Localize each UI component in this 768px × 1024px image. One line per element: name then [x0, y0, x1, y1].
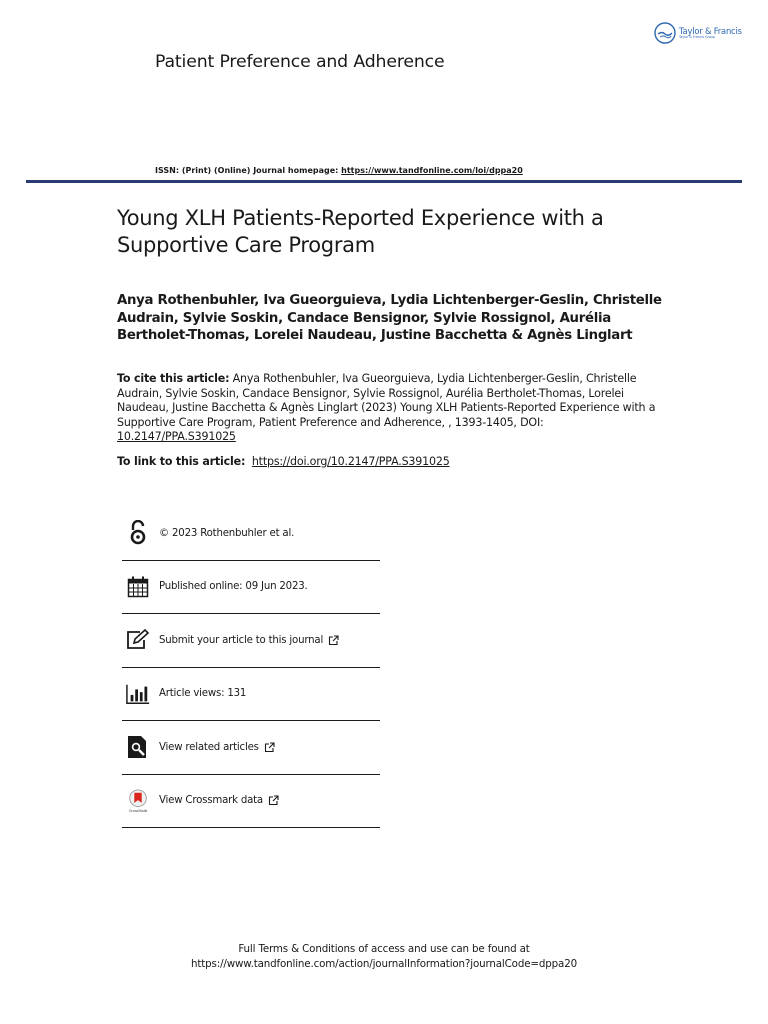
publisher-logo — [654, 22, 742, 44]
external-link-icon — [264, 742, 275, 753]
info-row-published — [122, 561, 380, 615]
article-doi-url[interactable]: https://doi.org/10.2147/PPA.S391025 — [251, 455, 450, 468]
info-row-copyright — [122, 507, 380, 561]
related-articles-link[interactable] — [159, 742, 275, 753]
crossmark-icon — [126, 788, 150, 814]
copyright-text: © 2023 Rothenbuhler et al. — [159, 527, 295, 539]
citation-label: To cite this article: — [117, 372, 230, 385]
issn-line — [155, 166, 523, 175]
info-row-crossmark[interactable] — [122, 775, 380, 829]
calendar-icon — [126, 574, 150, 600]
related-search-icon — [126, 734, 150, 760]
footer-terms-url[interactable]: https://www.tandfonline.com/action/journalInformation?journalCode=dppa20 — [191, 957, 577, 970]
article-authors: Anya Rothenbuhler, Iva Gueorguieva, Lydia Lichtenberger-Geslin, Christelle Audrain, Sylvie Soskin, Candace Bensignor, Sylvie Rossignol, Aurélia Bertholet-Thomas, Lorelei Naudeau, Justine Bacchetta & Agnès Linglart — [117, 293, 662, 343]
info-row-views — [122, 668, 380, 722]
publisher-logo-icon — [654, 22, 676, 44]
info-row-related[interactable] — [122, 721, 380, 775]
citation-doi-link[interactable]: 10.2147/PPA.S391025 — [117, 430, 236, 444]
crossmark-label[interactable]: View Crossmark data — [159, 795, 263, 807]
submit-article-label[interactable]: Submit your article to this journal — [159, 634, 324, 646]
related-articles-label[interactable]: View related articles — [159, 741, 259, 753]
header-divider — [26, 180, 742, 183]
article-info-list — [122, 507, 380, 828]
external-link-icon — [268, 795, 279, 806]
issn-text: ISSN: (Print) (Online) Journal homepage: — [155, 166, 339, 175]
published-date-text: Published online: 09 Jun 2023. — [159, 581, 308, 593]
article-title: Young XLH Patients-Reported Experience with a Supportive Care Program — [117, 206, 604, 257]
citation-block — [117, 372, 657, 445]
edit-icon — [126, 627, 150, 653]
footer-terms-line: Full Terms & Conditions of access and use can be found at — [238, 943, 530, 955]
article-link-label: To link to this article: — [117, 455, 246, 468]
crossmark-badge-text: CrossMark — [128, 808, 148, 813]
info-row-submit[interactable] — [122, 614, 380, 668]
article-views-text: Article views: 131 — [159, 688, 247, 700]
footer-terms — [0, 942, 768, 971]
crossmark-link[interactable] — [159, 795, 279, 806]
external-link-icon — [328, 635, 339, 646]
open-access-icon — [126, 520, 150, 546]
bar-chart-icon — [126, 681, 150, 707]
publisher-name: Taylor & Francis — [679, 25, 742, 36]
article-link-block — [117, 455, 677, 470]
citation-text: Anya Rothenbuhler, Iva Gueorguieva, Lydia Lichtenberger-Geslin, Christelle Audrain, Sylvie Soskin, Candace Bensignor, Sylvie Rossignol, Aurélia Bertholet-Thomas, Lorelei Naudeau, Justine Bacchetta & Agnès Linglart (2023) Young XLH Patients-Reported Experience with a Supportive Care Program, Patient Preference and Adherence, , 1393-1405, DOI: — [117, 372, 656, 429]
journal-homepage-link[interactable]: https://www.tandfonline.com/loi/dppa20 — [341, 166, 523, 175]
journal-title: Patient Preference and Adherence — [155, 52, 445, 72]
publisher-group: Taylor & Francis Group — [679, 35, 715, 40]
submit-article-link[interactable] — [159, 635, 339, 646]
